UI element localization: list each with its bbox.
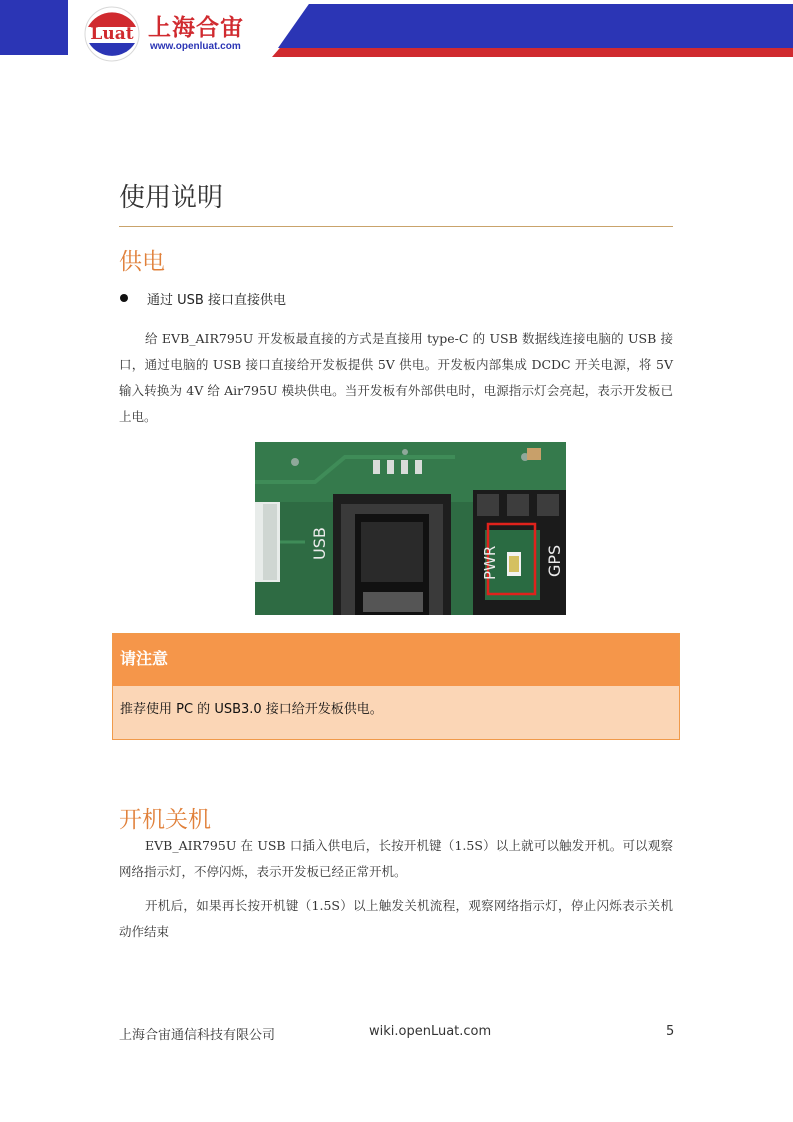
footer-wiki-link[interactable]: wiki.openLuat.com <box>369 1024 492 1039</box>
note-box <box>112 633 680 740</box>
header-left-bar <box>0 0 68 55</box>
board-photo <box>255 442 566 615</box>
section-title: 使用说明 <box>119 183 224 213</box>
photo-label-pwr: PWR <box>481 545 499 580</box>
power-paragraph: 给 EVB_AIR795U 开发板最直接的方式是直接用 type-C 的 USB 数据线连接电脑的 USB 接口，通过电脑的 USB 接口直接给开发板提供 5V 供电。开发板内部集成 DCDC 开关电源，将 5V 输入转换为 4V 给 Air795U 模块供电。当开发板有外部供电时，电源指示灯会亮起，表示开发板已上电。 <box>119 331 673 424</box>
bullet-icon <box>120 294 128 302</box>
power-on-off-heading: 开机关机 <box>119 807 211 833</box>
website-url: www.openluat.com <box>150 41 241 52</box>
power-heading: 供电 <box>119 249 165 275</box>
note-text: 推荐使用 PC 的 USB3.0 接口给开发板供电。 <box>113 686 679 739</box>
footer-company: 上海合宙通信科技有限公司 <box>119 1028 276 1043</box>
power-off-paragraph: 开机后，如果再长按开机键（1.5S）以上触发关机流程，观察网络指示灯，停止闪烁表示关机动作结束 <box>119 898 673 939</box>
header-right-banner <box>278 4 793 48</box>
power-on-paragraph: EVB_AIR795U 在 USB 口插入供电后，长按开机键（1.5S）以上就可以触发开机。可以观察网络指示灯，不停闪烁，表示开发板已经正常开机。 <box>119 838 673 879</box>
photo-label-gps: GPS <box>545 544 564 577</box>
header-red-stripe <box>272 48 793 57</box>
luat-logo <box>83 5 141 63</box>
section-divider <box>119 226 673 227</box>
logo-wordmark: Luat <box>90 24 134 44</box>
page-number: 5 <box>666 1024 675 1039</box>
company-name-logo: 上海合宙 <box>148 14 244 41</box>
power-bullet: 通过 USB 接口直接供电 <box>147 293 286 308</box>
photo-label-usb: USB <box>310 527 329 560</box>
note-title: 请注意 <box>113 634 679 686</box>
